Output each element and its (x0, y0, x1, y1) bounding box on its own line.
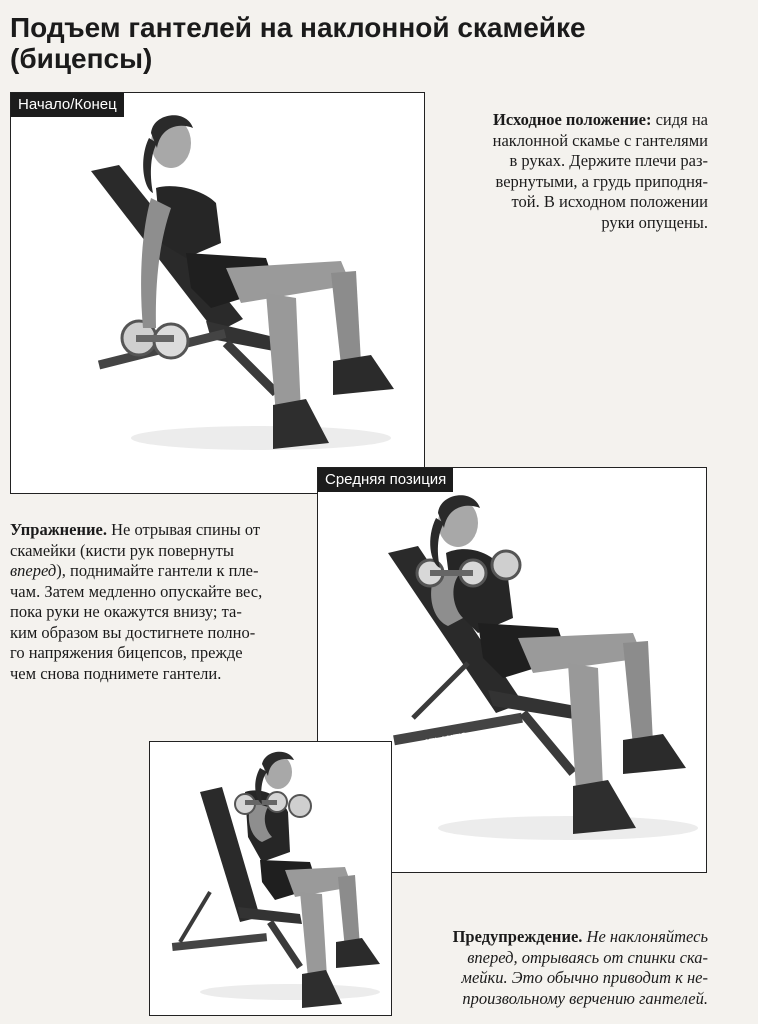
exercise-text-line-1: Не отрывая спины от (111, 520, 261, 539)
exercise-text (10, 520, 294, 684)
exercise-text-line-7: го напряжения бицепсов, прежде (10, 643, 243, 662)
exercise-text-line-6: ким образом вы достигнете полно- (10, 622, 256, 642)
start-text-line-6: руки опущены. (601, 212, 708, 232)
exercise-text-line-2: скамейки (кисти рук повернуты (10, 540, 234, 560)
warning-text (408, 927, 708, 1009)
woman-start-position-illustration (11, 93, 425, 494)
photo-lift-position (149, 741, 392, 1016)
warning-text-line-2: вперед, отрываясь от спинки ска- (467, 947, 708, 967)
warning-text-line-1: Не наклоняйтесь (586, 927, 708, 946)
bench-brand-text: ATLANTIS (422, 730, 468, 748)
exercise-text-line-4: чам. Затем медленно опускайте вес, (10, 581, 263, 601)
title-line-1: Подъем гантелей на наклонной скамейке (10, 12, 586, 43)
start-position-heading: Исходное положение: (493, 110, 652, 129)
start-position-text (442, 110, 708, 233)
warning-heading: Предупреждение. (452, 927, 583, 946)
warning-text-line-4: произвольному верчению гантелей. (462, 988, 708, 1008)
warning-text-line-3: мейки. Это обычно приводит к не- (461, 968, 708, 987)
label-start-end: Начало/Конец (11, 93, 124, 117)
exercise-text-line-5: пока руки не окажутся внизу; та- (10, 602, 242, 621)
exercise-text-line-3: ), поднимайте гантели к пле- (56, 561, 259, 580)
photo-start-position (10, 92, 425, 494)
exercise-heading: Упражнение. (10, 520, 107, 539)
start-text-line-1: сидя на (655, 110, 708, 129)
exercise-text-line-8: чем снова поднимете гантели. (10, 663, 222, 683)
page-title (10, 12, 730, 74)
start-text-line-4: вернутыми, а грудь приподня- (495, 171, 708, 191)
woman-lift-position-illustration (150, 742, 392, 1016)
label-middle-position: Средняя позиция (318, 468, 453, 492)
start-text-line-2: наклонной скамье с гантелями (492, 130, 708, 150)
exercise-text-italic-forward: вперед (10, 561, 57, 580)
start-text-line-5: той. В исходном положении (511, 192, 708, 211)
start-text-line-3: в руках. Держите плечи раз- (509, 151, 708, 170)
title-line-2: (бицепсы) (10, 43, 153, 74)
